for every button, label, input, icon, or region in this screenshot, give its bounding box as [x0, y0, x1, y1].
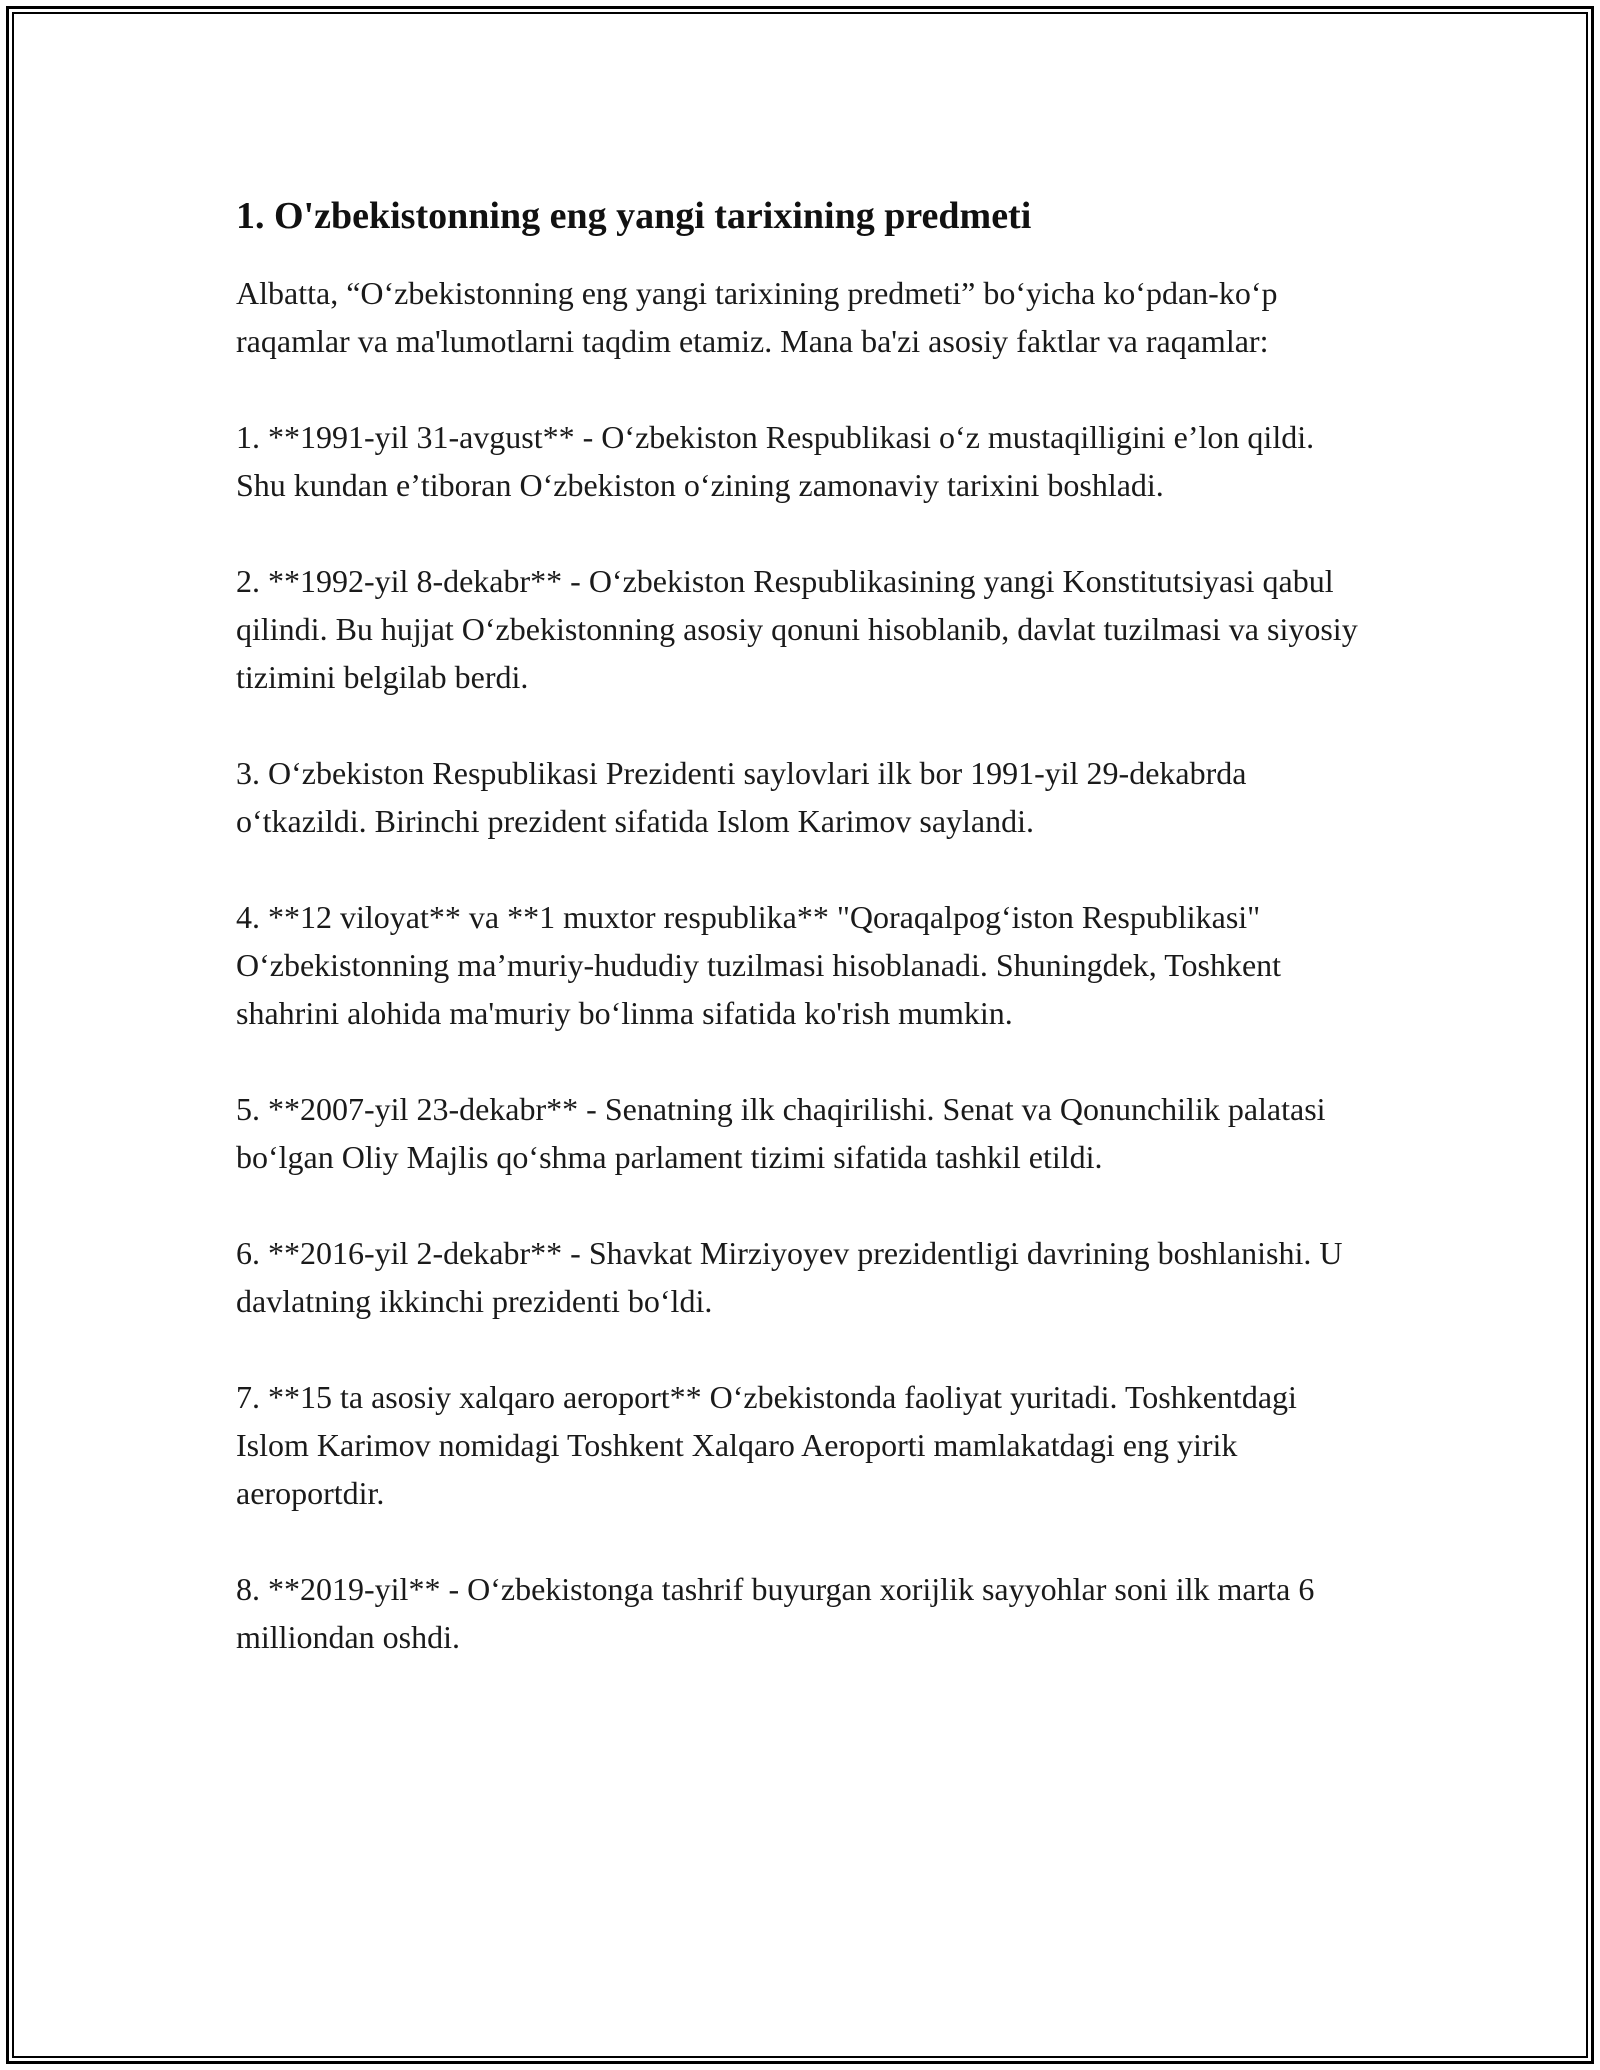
list-item-5: 5. **2007-yil 23-dekabr** - Senatning ilk chaqirilishi. Senat va Qonunchilik palatasi boʻlgan Oliy Majlis qoʻshma parlament tizimi sifatida tashkil etildi. [236, 1091, 1326, 1176]
list-item-4: 4. **12 viloyat** va **1 muxtor respublika** "Qoraqalpogʻiston Respublikasi" Oʻzbekistonning maʼmuriy-hududiy tuzilmasi hisoblanadi. Shuningdek, Toshkent shahrini alohida ma'muriy boʻlinma sifatida ko'rish mumkin. [236, 899, 1282, 1032]
list-item-1: 1. **1991-yil 31-avgust** - Oʻzbekiston Respublikasi oʻz mustaqilligini eʼlon qildi. Shu kundan eʼtiboran Oʻzbekiston oʻzining zamonaviy tarixini boshladi. [236, 419, 1315, 504]
list-item-7: 7. **15 ta asosiy xalqaro aeroport** Oʻzbekistonda faoliyat yuritadi. Toshkentdagi Islom Karimov nomidagi Toshkent Xalqaro Aeroporti mamlakatdagi eng yirik aeroportdir. [236, 1379, 1297, 1512]
intro-paragraph: Albatta, “Oʻzbekistonning eng yangi tarixining predmeti” boʻyicha koʻpdan-koʻp raqamlar va ma'lumotlarni taqdim etamiz. Mana ba'zi asosiy faktlar va raqamlar: [236, 275, 1278, 360]
list-item-3: 3. Oʻzbekiston Respublikasi Prezidenti saylovlari ilk bor 1991-yil 29-dekabrda oʻtkazildi. Birinchi prezident sifatida Islom Karimov saylandi. [236, 755, 1247, 840]
list-item-8: 8. **2019-yil** - Oʻzbekistonga tashrif buyurgan xorijlik sayyohlar soni ilk marta 6 milliondan oshdi. [236, 1571, 1315, 1656]
list-item-2: 2. **1992-yil 8-dekabr** - Oʻzbekiston Respublikasining yangi Konstitutsiyasi qabul qilindi. Bu hujjat Oʻzbekistonning asosiy qonuni hisoblanib, davlat tuzilmasi va siyosiy tizimini belgilab berdi. [236, 563, 1358, 696]
document-body [236, 180, 1366, 1709]
document-title: 1. O'zbekistonning eng yangi tarixining predmeti [236, 195, 1032, 237]
list-item-6: 6. **2016-yil 2-dekabr** - Shavkat Mirziyoyev prezidentligi davrining boshlanishi. U davlatning ikkinchi prezidenti boʻldi. [236, 1235, 1343, 1320]
